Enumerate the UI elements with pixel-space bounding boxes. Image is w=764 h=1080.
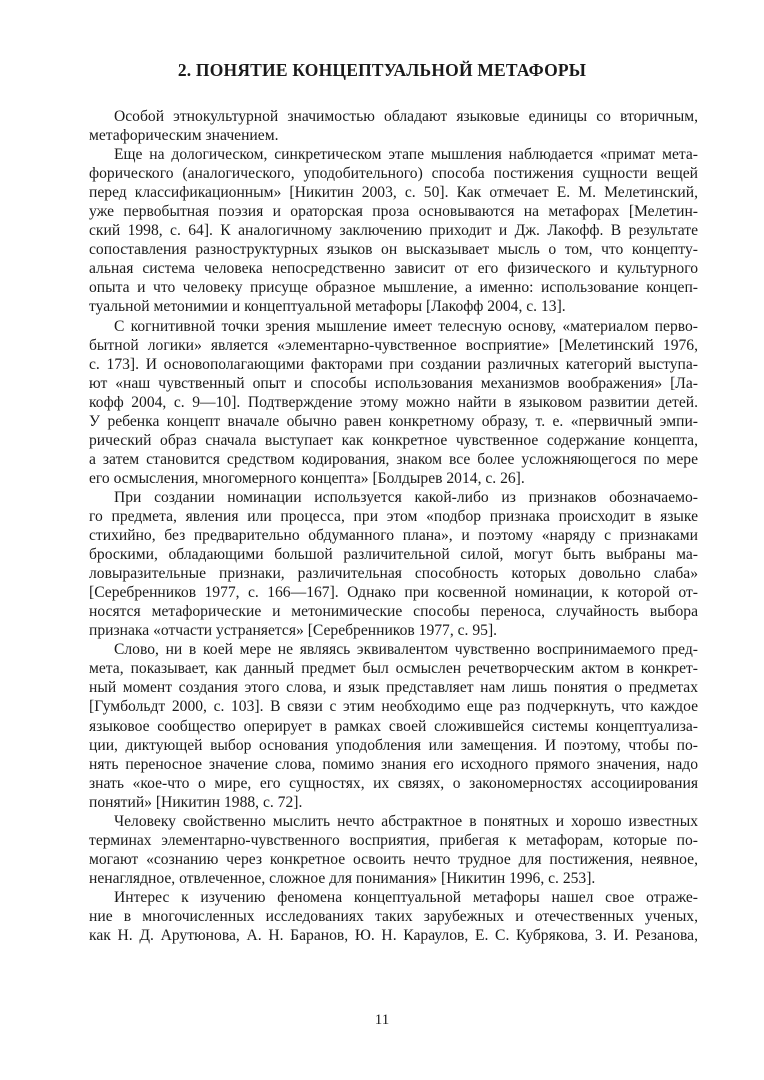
text-line: уже первобытная поэзия и ораторская проза основываются на метафорах [Мелетин- (89, 203, 698, 221)
text-line: броскими, обладающими большой различительной силой, могут быть выбраны ма- (89, 546, 698, 564)
text-line: носятся метафорические и метонимические способы переноса, случайность выбора (89, 603, 698, 621)
text-line: знать «кое-что о мире, его сущностях, их связях, о закономерностях ассоциирования (89, 774, 698, 792)
text-line: сопоставления разноструктурных языков он высказывает мысль о том, что концепту- (89, 241, 698, 259)
text-line: понятий» [Никитин 1988, с. 72]. (89, 793, 303, 811)
text-line: ние в многочисленных исследованиях таких зарубежных и отечественных ученых, (89, 907, 698, 925)
text-line: кофф 2004, с. 9—10]. Подтверждение этому можно найти в языковом развитии детей. (89, 393, 698, 411)
text-line: терминах элементарно-чувственного восприятия, прибегая к метафорам, которые по- (89, 831, 698, 849)
text-line: мета, показывает, как данный предмет был осмыслен речетворческим актом в конкрет- (89, 660, 698, 678)
text-line: перед классификационным» [Никитин 2003, с. 50]. Как отмечает Е. М. Мелетинский, (89, 184, 698, 202)
text-line: Слово, ни в коей мере не являясь эквивалентом чувственно воспринимаемого пред- (114, 641, 698, 659)
text-line: рический образ сначала выступает как конкретное чувственное содержание концепта, (89, 431, 698, 449)
text-line: стихийно, без предварительно обдуманного плана», и поэтому «наряду с признаками (89, 527, 698, 545)
text-line: опыта и что человеку присуще образное мышление, а именно: использование концеп- (89, 279, 698, 297)
text-line: Особой этнокультурной значимостью обладают языковые единицы со вторичным, (114, 108, 698, 125)
text-line: метафорическим значением. (89, 127, 279, 145)
paragraph (89, 640, 698, 811)
text-line: ловыразительные признаки, различительная способность которых довольно слаба» (89, 565, 698, 583)
text-line: форического (аналогического, уподобительного) способа постижения сущности вещей (89, 165, 698, 183)
text-line: ции, диктующей выбор основания уподобления или замещения. И поэтому, чтобы по- (89, 736, 698, 754)
text-line: могают «сознанию через конкретное освоить нечто трудное для постижения, неявное, (89, 850, 698, 868)
text-line: а затем становится средством кодирования, знаком все более усложняющегося по мере (89, 450, 698, 468)
body-text (89, 107, 698, 945)
paragraph (89, 812, 698, 888)
text-line: Интерес к изучению феномена концептуальной метафоры нашел свое отраже- (114, 888, 698, 906)
text-line: Еще на дологическом, синкретическом этапе мышления наблюдается «примат мета- (114, 146, 698, 164)
paragraph (89, 107, 698, 145)
text-line: У ребенка концепт вначале обычно равен конкретному образу, т. е. «первичный эмпи- (89, 412, 698, 430)
text-line: нять переносное значение слова, помимо знания его исходного прямого значения, надо (89, 755, 698, 773)
text-line: с. 173]. И основополагающими факторами при создании различных категорий выступа- (89, 355, 698, 373)
text-line: ют «наш чувственный опыт и способы использования механизмов воображения» [Ла- (89, 374, 698, 392)
text-line: признака «отчасти устраняется» [Серебренников 1977, с. 95]. (89, 622, 498, 640)
text-line: ный момент создания этого слова, и язык представляет нам лишь понятия о предметах (89, 679, 698, 697)
text-line: [Серебренников 1977, с. 166—167]. Однако при косвенной номинации, к которой от- (89, 584, 698, 602)
text-line: При создании номинации используется какой-либо из признаков обозначаемо- (114, 488, 698, 506)
paragraph (89, 145, 698, 316)
text-line: его осмысления, многомерного концепта» [Болдырев 2014, с. 26]. (89, 469, 525, 487)
text-line: ненаглядное, отвлеченное, сложное для понимания» [Никитин 1996, с. 253]. (89, 869, 596, 887)
paragraph (89, 888, 698, 945)
text-line: го предмета, явления или процесса, при этом «подбор признака происходит в языке (89, 507, 698, 525)
text-line: С когнитивной точки зрения мышление имеет телесную основу, «материалом перво- (114, 317, 698, 335)
page-number: 11 (374, 1012, 390, 1028)
text-line: бытной логики» является «элементарно-чувственное восприятие» [Мелетинский 1976, (89, 336, 698, 354)
text-line: ский 1998, с. 64]. К аналогичному заключению приходит и Дж. Лакофф. В результате (89, 222, 698, 240)
text-line: Человеку свойственно мыслить нечто абстрактное в понятных и хорошо известных (114, 812, 698, 830)
section-title: 2. ПОНЯТИЕ КОНЦЕПТУАЛЬНОЙ МЕТАФОРЫ (177, 60, 587, 80)
paragraph (89, 488, 698, 640)
text-line: альная система человека непосредственно зависит от его физического и культурного (89, 260, 698, 278)
text-line: языковое сообщество оперирует в рамках своей сложившейся системы концептуализа- (89, 717, 698, 735)
text-line: туальной метонимии и концептуальной метафоры [Лакофф 2004, с. 13]. (89, 298, 566, 316)
text-line: как Н. Д. Арутюнова, А. Н. Баранов, Ю. Н. Караулов, Е. С. Кубрякова, З. И. Резанова, (89, 927, 698, 945)
paragraph (89, 317, 698, 488)
text-line: [Гумбольдт 2000, с. 103]. В связи с этим необходимо еще раз подчеркнуть, что каждое (89, 698, 698, 716)
